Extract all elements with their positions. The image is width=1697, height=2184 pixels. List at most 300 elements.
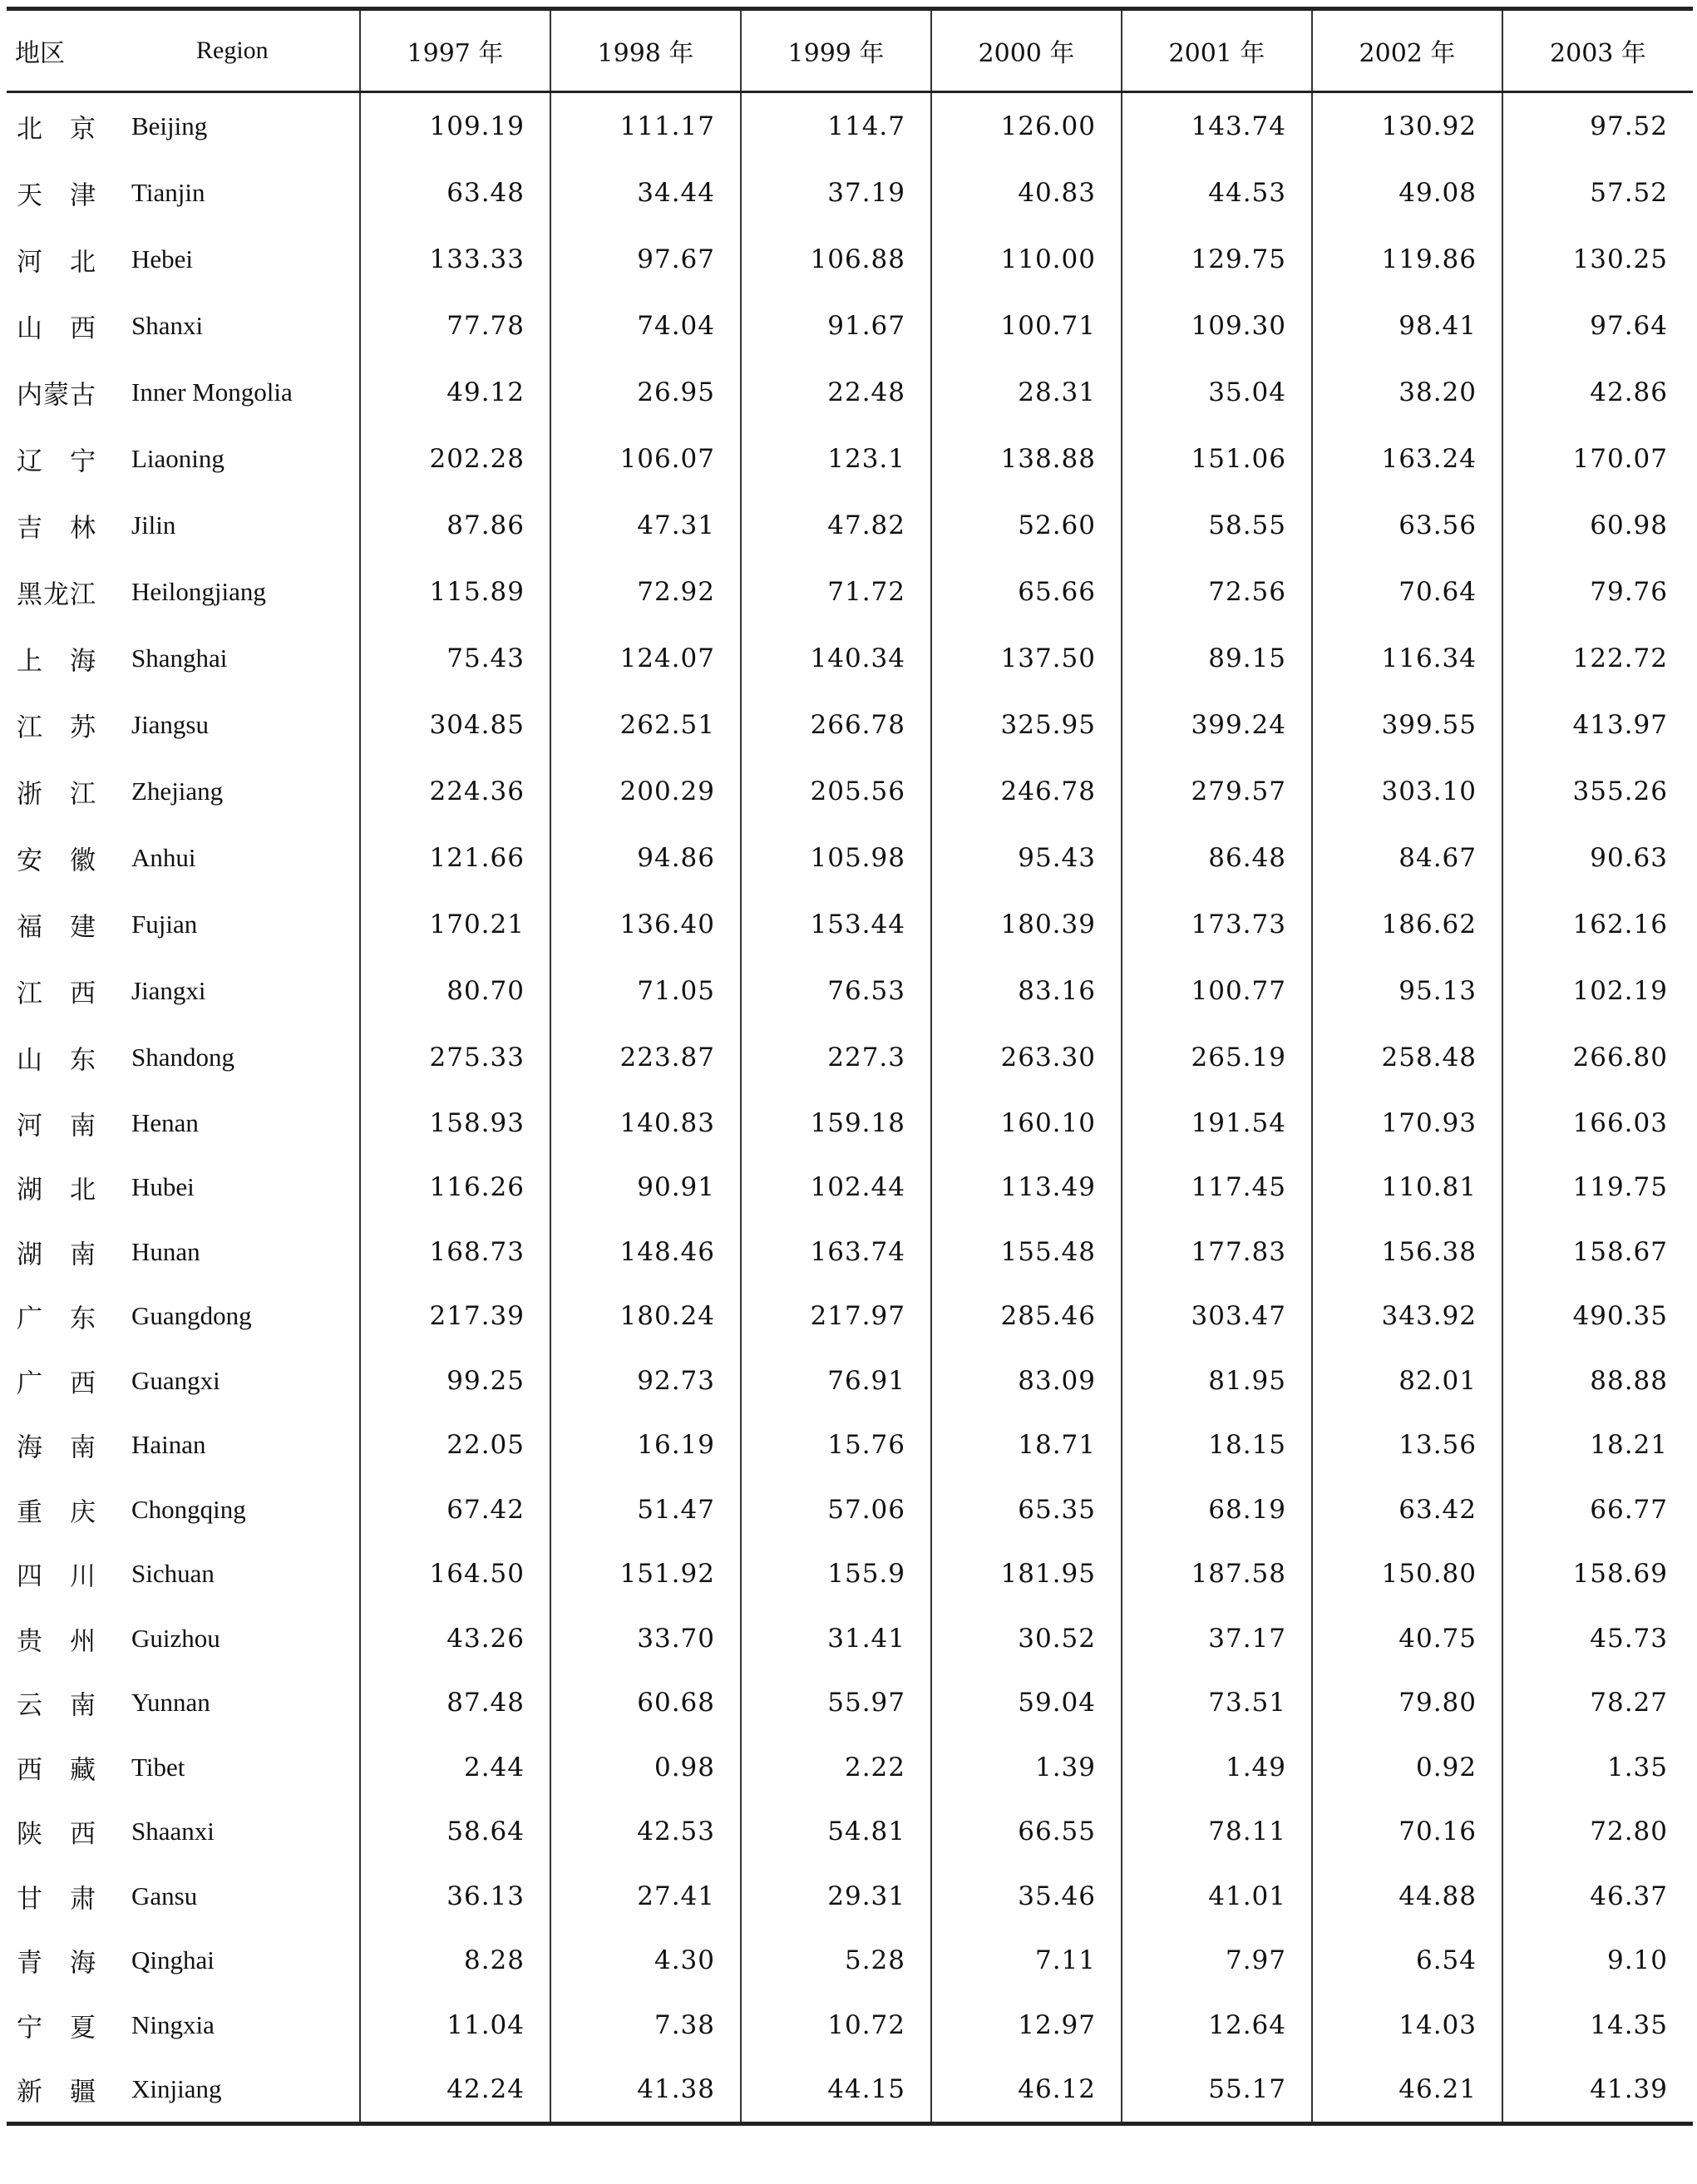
value-cell: 109.19 [360, 92, 550, 160]
value-cell: 200.29 [550, 758, 741, 825]
value-cell: 70.64 [1312, 559, 1502, 625]
value-cell: 46.37 [1502, 1864, 1693, 1929]
value-cell: 26.95 [550, 359, 741, 426]
value-cell: 168.73 [360, 1220, 550, 1284]
value-cell: 2.22 [741, 1735, 931, 1800]
value-cell: 40.75 [1312, 1606, 1502, 1671]
value-cell: 42.86 [1502, 359, 1693, 426]
value-cell: 279.57 [1122, 758, 1312, 825]
region-cell [7, 492, 360, 559]
region-name-cn: 北 京 [17, 114, 96, 145]
table-body [7, 92, 1693, 2124]
value-cell: 76.53 [741, 958, 931, 1024]
table-row [7, 1477, 1693, 1542]
value-cell: 28.31 [931, 359, 1122, 426]
value-cell: 76.91 [741, 1348, 931, 1413]
value-cell: 114.7 [741, 92, 931, 160]
value-cell: 158.69 [1502, 1542, 1693, 1607]
value-cell: 117.45 [1122, 1156, 1312, 1220]
value-cell: 115.89 [360, 559, 550, 625]
value-cell: 263.30 [931, 1024, 1122, 1091]
region-cell [7, 359, 360, 426]
value-cell: 72.80 [1502, 1800, 1693, 1865]
value-cell: 63.42 [1312, 1477, 1502, 1542]
value-cell: 71.05 [550, 958, 741, 1024]
region-name-cn: 贵 州 [17, 1626, 96, 1657]
value-cell: 77.78 [360, 293, 550, 359]
region-cell [7, 825, 360, 891]
value-cell: 40.83 [931, 160, 1122, 226]
year-header-1998: 1998 年 [550, 9, 741, 92]
region-name-en: Yunnan [131, 1688, 210, 1718]
value-cell: 30.52 [931, 1606, 1122, 1671]
value-cell: 79.80 [1312, 1671, 1502, 1736]
value-cell: 66.77 [1502, 1477, 1693, 1542]
value-cell: 15.76 [741, 1413, 931, 1478]
value-cell: 7.11 [931, 1929, 1122, 1994]
value-cell: 119.75 [1502, 1156, 1693, 1220]
value-cell: 133.33 [360, 226, 550, 293]
value-cell: 88.88 [1502, 1348, 1693, 1413]
table-row [7, 559, 1693, 625]
region-cell [7, 1091, 360, 1156]
value-cell: 52.60 [931, 492, 1122, 559]
table-row [7, 1542, 1693, 1607]
value-cell: 110.81 [1312, 1156, 1502, 1220]
region-name-en: Jiangsu [131, 710, 209, 739]
value-cell: 35.46 [931, 1864, 1122, 1929]
value-cell: 54.81 [741, 1800, 931, 1865]
value-cell: 170.21 [360, 891, 550, 958]
value-cell: 355.26 [1502, 758, 1693, 825]
region-cell [7, 1348, 360, 1413]
region-name-en: Heilongjiang [131, 577, 266, 606]
value-cell: 304.85 [360, 692, 550, 758]
value-cell: 155.48 [931, 1220, 1122, 1284]
value-cell: 74.04 [550, 293, 741, 359]
value-cell: 265.19 [1122, 1024, 1312, 1091]
value-cell: 110.00 [931, 226, 1122, 293]
table-row [7, 825, 1693, 891]
value-cell: 7.38 [550, 1993, 741, 2058]
value-cell: 78.27 [1502, 1671, 1693, 1736]
value-cell: 119.86 [1312, 226, 1502, 293]
region-cell [7, 1800, 360, 1865]
value-cell: 58.55 [1122, 492, 1312, 559]
value-cell: 72.92 [550, 559, 741, 625]
year-header-2001: 2001 年 [1122, 9, 1312, 92]
value-cell: 343.92 [1312, 1284, 1502, 1349]
value-cell: 217.97 [741, 1284, 931, 1349]
value-cell: 12.64 [1122, 1993, 1312, 2058]
table-row [7, 1735, 1693, 1800]
value-cell: 100.77 [1122, 958, 1312, 1024]
value-cell: 186.62 [1312, 891, 1502, 958]
value-cell: 44.53 [1122, 160, 1312, 226]
value-cell: 140.83 [550, 1091, 741, 1156]
region-name-en: Qinghai [131, 1945, 215, 1975]
value-cell: 41.38 [550, 2058, 741, 2124]
region-name-en: Xinjiang [131, 2074, 222, 2104]
value-cell: 87.48 [360, 1671, 550, 1736]
value-cell: 4.30 [550, 1929, 741, 1994]
value-cell: 44.88 [1312, 1864, 1502, 1929]
value-cell: 158.93 [360, 1091, 550, 1156]
value-cell: 106.07 [550, 426, 741, 492]
value-cell: 5.28 [741, 1929, 931, 1994]
value-cell: 59.04 [931, 1671, 1122, 1736]
value-cell: 159.18 [741, 1091, 931, 1156]
value-cell: 97.67 [550, 226, 741, 293]
value-cell: 60.68 [550, 1671, 741, 1736]
table-row [7, 226, 1693, 293]
value-cell: 41.39 [1502, 2058, 1693, 2124]
region-cell [7, 1606, 360, 1671]
region-name-cn: 吉 林 [17, 513, 96, 544]
table-row [7, 160, 1693, 226]
value-cell: 95.43 [931, 825, 1122, 891]
table-row [7, 758, 1693, 825]
year-header-2002: 2002 年 [1312, 9, 1502, 92]
value-cell: 151.92 [550, 1542, 741, 1607]
value-cell: 37.17 [1122, 1606, 1312, 1671]
value-cell: 83.16 [931, 958, 1122, 1024]
region-name-cn: 新 疆 [17, 2077, 96, 2108]
region-name-cn: 江 苏 [17, 712, 96, 743]
value-cell: 35.04 [1122, 359, 1312, 426]
value-cell: 258.48 [1312, 1024, 1502, 1091]
value-cell: 81.95 [1122, 1348, 1312, 1413]
value-cell: 38.20 [1312, 359, 1502, 426]
value-cell: 10.72 [741, 1993, 931, 2058]
value-cell: 413.97 [1502, 692, 1693, 758]
value-cell: 106.88 [741, 226, 931, 293]
table-row [7, 1671, 1693, 1736]
value-cell: 29.31 [741, 1864, 931, 1929]
value-cell: 123.1 [741, 426, 931, 492]
value-cell: 57.52 [1502, 160, 1693, 226]
value-cell: 1.39 [931, 1735, 1122, 1800]
table-row [7, 1024, 1693, 1091]
value-cell: 99.25 [360, 1348, 550, 1413]
region-name-en: Guangdong [131, 1301, 252, 1331]
value-cell: 63.48 [360, 160, 550, 226]
region-cell [7, 1284, 360, 1349]
table-row [7, 1284, 1693, 1349]
value-cell: 36.13 [360, 1864, 550, 1929]
value-cell: 31.41 [741, 1606, 931, 1671]
value-cell: 2.44 [360, 1735, 550, 1800]
region-cell [7, 758, 360, 825]
region-name-en: Fujian [131, 910, 198, 939]
value-cell: 102.44 [741, 1156, 931, 1220]
value-cell: 399.55 [1312, 692, 1502, 758]
value-cell: 63.56 [1312, 492, 1502, 559]
value-cell: 80.70 [360, 958, 550, 1024]
region-name-en: Shandong [131, 1043, 234, 1072]
value-cell: 136.40 [550, 891, 741, 958]
value-cell: 166.03 [1502, 1091, 1693, 1156]
region-cell [7, 2058, 360, 2124]
region-name-cn: 山 西 [17, 313, 96, 344]
region-name-cn: 云 南 [17, 1690, 96, 1721]
region-name-en: Hebei [131, 244, 194, 274]
region-name-cn: 黑龙江 [17, 579, 96, 610]
value-cell: 55.97 [741, 1671, 931, 1736]
value-cell: 1.49 [1122, 1735, 1312, 1800]
value-cell: 71.72 [741, 559, 931, 625]
region-cell [7, 692, 360, 758]
value-cell: 138.88 [931, 426, 1122, 492]
value-cell: 0.92 [1312, 1735, 1502, 1800]
table-row [7, 692, 1693, 758]
value-cell: 0.98 [550, 1735, 741, 1800]
value-cell: 46.12 [931, 2058, 1122, 2124]
value-cell: 109.30 [1122, 293, 1312, 359]
value-cell: 100.71 [931, 293, 1122, 359]
value-cell: 46.21 [1312, 2058, 1502, 2124]
value-cell: 84.67 [1312, 825, 1502, 891]
header-row [7, 9, 1693, 92]
value-cell: 98.41 [1312, 293, 1502, 359]
value-cell: 65.35 [931, 1477, 1122, 1542]
value-cell: 49.08 [1312, 160, 1502, 226]
table-row [7, 1156, 1693, 1220]
value-cell: 43.26 [360, 1606, 550, 1671]
table-row [7, 1864, 1693, 1929]
region-cell [7, 226, 360, 293]
value-cell: 51.47 [550, 1477, 741, 1542]
value-cell: 22.05 [360, 1413, 550, 1478]
region-cell [7, 891, 360, 958]
region-name-cn: 浙 江 [17, 779, 96, 810]
region-name-en: Jiangxi [131, 976, 206, 1005]
region-name-cn: 四 川 [17, 1561, 96, 1592]
value-cell: 44.15 [741, 2058, 931, 2124]
value-cell: 47.82 [741, 492, 931, 559]
region-cell [7, 1542, 360, 1607]
value-cell: 126.00 [931, 92, 1122, 160]
value-cell: 95.13 [1312, 958, 1502, 1024]
value-cell: 223.87 [550, 1024, 741, 1091]
table-row [7, 1929, 1693, 1994]
value-cell: 105.98 [741, 825, 931, 891]
table-row [7, 1606, 1693, 1671]
value-cell: 266.80 [1502, 1024, 1693, 1091]
value-cell: 92.73 [550, 1348, 741, 1413]
region-name-en: Ningxia [131, 2009, 215, 2039]
value-cell: 180.39 [931, 891, 1122, 958]
value-cell: 140.34 [741, 625, 931, 692]
region-name-cn: 重 庆 [17, 1497, 96, 1528]
value-cell: 158.67 [1502, 1220, 1693, 1284]
year-header-1999: 1999 年 [741, 9, 931, 92]
table-row [7, 1091, 1693, 1156]
value-cell: 121.66 [360, 825, 550, 891]
region-header [7, 9, 360, 92]
region-cell [7, 625, 360, 692]
region-name-en: Gansu [131, 1881, 198, 1910]
region-cell [7, 1735, 360, 1800]
region-name-cn: 内蒙古 [17, 380, 96, 411]
region-name-cn: 天 津 [17, 180, 96, 211]
value-cell: 155.9 [741, 1542, 931, 1607]
value-cell: 399.24 [1122, 692, 1312, 758]
table-row [7, 1800, 1693, 1865]
value-cell: 89.15 [1122, 625, 1312, 692]
table-row [7, 359, 1693, 426]
region-name-cn: 河 南 [17, 1111, 96, 1141]
value-cell: 170.93 [1312, 1091, 1502, 1156]
value-cell: 94.86 [550, 825, 741, 891]
value-cell: 163.24 [1312, 426, 1502, 492]
region-name-cn: 广 东 [17, 1304, 96, 1334]
value-cell: 49.12 [360, 359, 550, 426]
year-header-2003: 2003 年 [1502, 9, 1693, 92]
value-cell: 143.74 [1122, 92, 1312, 160]
value-cell: 160.10 [931, 1091, 1122, 1156]
year-header-1997: 1997 年 [360, 9, 550, 92]
value-cell: 82.01 [1312, 1348, 1502, 1413]
table-row [7, 293, 1693, 359]
value-cell: 285.46 [931, 1284, 1122, 1349]
value-cell: 16.19 [550, 1413, 741, 1478]
value-cell: 97.52 [1502, 92, 1693, 160]
region-name-cn: 山 东 [17, 1045, 96, 1076]
value-cell: 116.26 [360, 1156, 550, 1220]
value-cell: 22.48 [741, 359, 931, 426]
region-name-cn: 安 徽 [17, 845, 96, 876]
region-name-cn: 青 海 [17, 1948, 96, 1979]
value-cell: 303.10 [1312, 758, 1502, 825]
value-cell: 11.04 [360, 1993, 550, 2058]
region-cell [7, 1413, 360, 1478]
region-name-cn: 河 北 [17, 247, 96, 278]
region-name-cn: 宁 夏 [17, 2013, 96, 2043]
value-cell: 6.54 [1312, 1929, 1502, 1994]
table-row [7, 426, 1693, 492]
region-name-cn: 海 南 [17, 1432, 96, 1463]
region-cell [7, 1864, 360, 1929]
table-row [7, 92, 1693, 160]
region-cell [7, 1220, 360, 1284]
value-cell: 181.95 [931, 1542, 1122, 1607]
region-name-en: Hunan [131, 1236, 200, 1266]
value-cell: 137.50 [931, 625, 1122, 692]
region-name-cn: 福 建 [17, 912, 96, 943]
value-cell: 66.55 [931, 1800, 1122, 1865]
value-cell: 162.16 [1502, 891, 1693, 958]
value-cell: 41.01 [1122, 1864, 1312, 1929]
value-cell: 42.53 [550, 1800, 741, 1865]
table-header [7, 9, 1693, 92]
region-name-en: Hainan [131, 1430, 206, 1460]
value-cell: 14.35 [1502, 1993, 1693, 2058]
value-cell: 113.49 [931, 1156, 1122, 1220]
value-cell: 68.19 [1122, 1477, 1312, 1542]
region-name-en: Liaoning [131, 444, 224, 473]
value-cell: 1.35 [1502, 1735, 1693, 1800]
value-cell: 87.86 [360, 492, 550, 559]
value-cell: 97.64 [1502, 293, 1693, 359]
value-cell: 18.21 [1502, 1413, 1693, 1478]
region-header-en: Region [196, 37, 269, 64]
region-cell [7, 559, 360, 625]
value-cell: 9.10 [1502, 1929, 1693, 1994]
value-cell: 8.28 [360, 1929, 550, 1994]
value-cell: 58.64 [360, 1800, 550, 1865]
value-cell: 57.06 [741, 1477, 931, 1542]
value-cell: 246.78 [931, 758, 1122, 825]
value-cell: 111.17 [550, 92, 741, 160]
table-row [7, 1413, 1693, 1478]
region-name-cn: 上 海 [17, 646, 96, 677]
value-cell: 130.25 [1502, 226, 1693, 293]
value-cell: 170.07 [1502, 426, 1693, 492]
region-name-cn: 甘 肃 [17, 1884, 96, 1915]
table-row [7, 891, 1693, 958]
value-cell: 130.92 [1312, 92, 1502, 160]
region-name-en: Inner Mongolia [131, 377, 293, 407]
region-name-cn: 陕 西 [17, 1819, 96, 1850]
value-cell: 67.42 [360, 1477, 550, 1542]
region-name-cn: 江 西 [17, 979, 96, 1009]
region-name-en: Guangxi [131, 1365, 220, 1395]
value-cell: 60.98 [1502, 492, 1693, 559]
value-cell: 156.38 [1312, 1220, 1502, 1284]
table-row [7, 1220, 1693, 1284]
value-cell: 490.35 [1502, 1284, 1693, 1349]
region-cell [7, 1671, 360, 1736]
region-cell [7, 92, 360, 160]
value-cell: 83.09 [931, 1348, 1122, 1413]
value-cell: 45.73 [1502, 1606, 1693, 1671]
value-cell: 116.34 [1312, 625, 1502, 692]
region-name-cn: 湖 北 [17, 1175, 96, 1205]
region-cell [7, 1993, 360, 2058]
region-name-en: Guizhou [131, 1623, 220, 1653]
value-cell: 12.97 [931, 1993, 1122, 2058]
value-cell: 37.19 [741, 160, 931, 226]
value-cell: 70.16 [1312, 1800, 1502, 1865]
value-cell: 86.48 [1122, 825, 1312, 891]
region-name-en: Chongqing [131, 1494, 246, 1524]
value-cell: 150.80 [1312, 1542, 1502, 1607]
value-cell: 78.11 [1122, 1800, 1312, 1865]
table-row [7, 1348, 1693, 1413]
table-row [7, 1993, 1693, 2058]
region-name-en: Shaanxi [131, 1817, 215, 1846]
value-cell: 224.36 [360, 758, 550, 825]
value-cell: 33.70 [550, 1606, 741, 1671]
value-cell: 42.24 [360, 2058, 550, 2124]
value-cell: 34.44 [550, 160, 741, 226]
region-cell [7, 160, 360, 226]
region-name-en: Tianjin [131, 178, 205, 207]
value-cell: 153.44 [741, 891, 931, 958]
table-row [7, 958, 1693, 1024]
value-cell: 275.33 [360, 1024, 550, 1091]
value-cell: 102.19 [1502, 958, 1693, 1024]
region-name-en: Shanxi [131, 311, 204, 340]
value-cell: 266.78 [741, 692, 931, 758]
region-cell [7, 1156, 360, 1220]
value-cell: 90.63 [1502, 825, 1693, 891]
region-cell [7, 1024, 360, 1091]
value-cell: 163.74 [741, 1220, 931, 1284]
region-name-en: Henan [131, 1107, 199, 1137]
value-cell: 191.54 [1122, 1091, 1312, 1156]
